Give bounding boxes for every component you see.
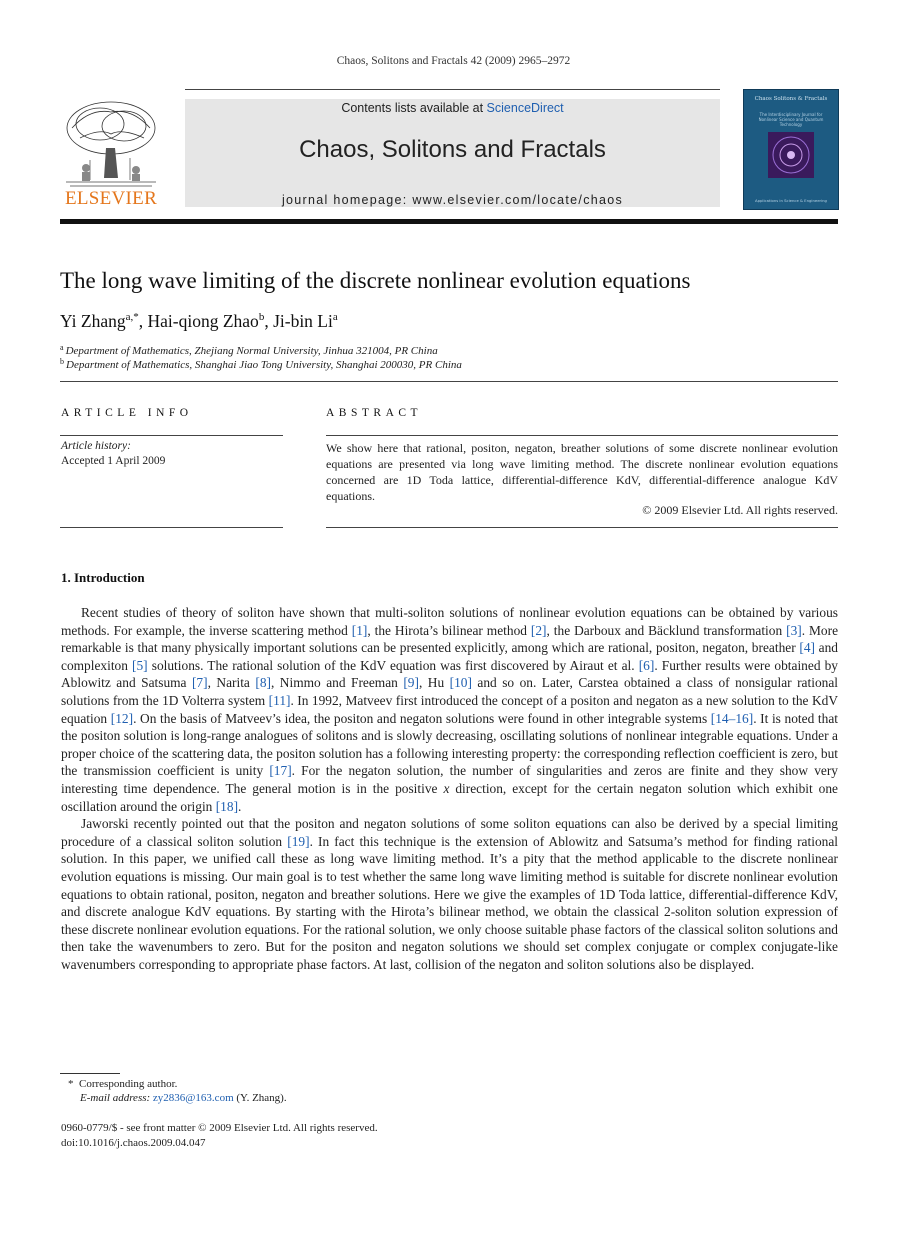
text-run: , the Darboux and Bäcklund transformation: [546, 622, 787, 638]
affiliation: [60, 357, 462, 371]
text-run: , Hu: [418, 675, 450, 691]
citation-link[interactable]: [19]: [287, 833, 310, 849]
cover-subtitle: The Interdisciplinary Journal for Nonlinear Science and Quantum Technology: [758, 112, 824, 127]
citation-link[interactable]: [1]: [351, 622, 368, 638]
elsevier-logo: [60, 98, 162, 210]
citation-link[interactable]: [14–16]: [710, 710, 754, 726]
citation-link[interactable]: [6]: [638, 657, 655, 673]
doi-line[interactable]: doi:10.1016/j.chaos.2009.04.047: [61, 1137, 206, 1149]
cover-fractal-icon: [768, 132, 814, 178]
text-run: direction, except for the certain negaton solution which exhibit one oscillation around the origin: [61, 780, 838, 814]
author-marks[interactable]: b: [258, 311, 265, 323]
citation-link[interactable]: [2]: [530, 622, 547, 638]
accepted-date: Accepted 1 April 2009: [61, 455, 166, 467]
contents-line: [185, 101, 720, 115]
author-name: Ji-bin Li: [273, 311, 333, 331]
author-name: Yi Zhang: [60, 311, 126, 331]
article-info-heading: ARTICLE INFO: [61, 407, 193, 419]
section-heading-introduction: 1. Introduction: [61, 570, 145, 585]
paragraph: [61, 815, 838, 973]
abstract-heading: ABSTRACT: [326, 407, 423, 419]
citation-link[interactable]: [11]: [268, 692, 291, 708]
author-marks[interactable]: a: [332, 311, 338, 323]
citation-link[interactable]: [17]: [269, 763, 292, 779]
abstract-text: We show here that rational, positon, negaton, breather solutions of some discrete nonlinear evolution equations are presented via long wave limiting method. The discrete nonlinear evolution equations concerned are 1D Toda lattice, differential-difference KdV, differential-difference analogue KdV equations.: [326, 441, 838, 503]
divider: [60, 381, 838, 382]
email-owner: (Y. Zhang).: [236, 1092, 287, 1104]
affiliation-mark: b: [60, 357, 64, 366]
introduction-body: [61, 604, 838, 973]
citation-link[interactable]: [7]: [191, 675, 208, 691]
journal-name: Chaos, Solitons and Fractals: [299, 136, 606, 163]
divider: [326, 435, 838, 436]
elsevier-wordmark: ELSEVIER: [64, 188, 158, 209]
citation-link[interactable]: [12]: [110, 710, 134, 726]
footnote-email: [80, 1092, 287, 1104]
author-separator: ,: [138, 311, 148, 331]
citation-link[interactable]: [9]: [403, 675, 419, 691]
affiliation-text: Department of Mathematics, Shanghai Jiao Tong University, Shanghai 200030, PR China: [66, 359, 462, 371]
cover-footer: Applications in Science & Engineering: [755, 198, 827, 203]
footnote-text: Corresponding author.: [79, 1078, 178, 1090]
divider: [60, 527, 283, 528]
tree-icon: [60, 98, 162, 190]
text-run: . For the negaton solution, the number of singularities and zeros are finite and they show very interesting time dependence. The general motion is in the positive: [61, 763, 838, 796]
divider: [326, 527, 838, 528]
issn-line: 0960-0779/$ - see front matter © 2009 Elsevier Ltd. All rights reserved.: [61, 1122, 378, 1134]
cover-title: Chaos Solitons & Fractals: [754, 96, 828, 102]
email-link[interactable]: zy2836@163.com: [152, 1092, 234, 1104]
text-run: solutions. The rational solution of the KdV equation was first discovered by Airaut et al.: [147, 657, 639, 673]
footnote-rule: [60, 1073, 120, 1074]
citation-link[interactable]: [10]: [449, 675, 472, 691]
text-run: and so on. Later, Carstea obtained a class of nonsigular rational solutions from the 1D Volterra system: [61, 675, 838, 708]
footnote-mark: *: [68, 1078, 74, 1090]
author-marks[interactable]: a,*: [125, 311, 139, 323]
citation-link[interactable]: [18]: [215, 798, 239, 814]
text-run: Jaworski recently pointed out that the positon and negaton solutions of some soliton equations can also be derived by a special limiting procedure of a classical soliton solution: [61, 816, 838, 849]
sciencedirect-link[interactable]: ScienceDirect: [486, 101, 564, 115]
citation-link[interactable]: [8]: [255, 675, 271, 691]
banner-top-rule: [185, 89, 720, 90]
article-title: The long wave limiting of the discrete nonlinear evolution equations: [60, 268, 691, 293]
math-variable: x: [443, 780, 450, 796]
citation-link[interactable]: [3]: [786, 622, 802, 638]
text-run: . On the basis of Matveev’s idea, the positon and negaton solutions were found in other integrable systems: [133, 710, 711, 726]
author-name: Hai-qiong Zhao: [147, 311, 259, 331]
email-label: E-mail address:: [80, 1092, 151, 1104]
article-history-label: Article history:: [61, 440, 131, 452]
header-thick-rule: [60, 219, 838, 224]
contents-prefix: Contents lists available at: [341, 101, 487, 115]
paragraph: [61, 604, 838, 815]
journal-homepage[interactable]: journal homepage: www.elsevier.com/locate/chaos: [281, 193, 624, 207]
affiliation-mark: a: [60, 343, 64, 352]
text-run: , the Hirota’s bilinear method: [367, 622, 531, 638]
text-run: Recent studies of theory of soliton have shown that multi-soliton solutions of nonlinear evolution equations can be obtained by various methods. For example, the inverse scattering method: [61, 605, 838, 638]
text-run: . It is noted that the positon solution is long-range analogues of solitons and is slowly decreasing, oscillating solutions of nonlinear integrable equations. Under a proper choice of the scattering data, the positon solution has a following interesting property: the corresponding reflection coefficient is zero, but the transmission coefficient is unity: [61, 710, 838, 779]
author-list: [60, 311, 338, 332]
divider: [60, 435, 283, 436]
text-run: , Narita: [207, 675, 256, 691]
text-run: . More remarkable is that many physically important solutions can be presented explicitly, among which are rational, positon, negaton, breather: [61, 622, 839, 656]
text-run: . Further results were obtained by Ablowitz and Satsuma: [61, 657, 838, 691]
text-run: , Nimmo and Freeman: [270, 675, 404, 691]
citation-link[interactable]: [5]: [132, 657, 148, 673]
abstract-copyright: © 2009 Elsevier Ltd. All rights reserved.: [642, 503, 838, 517]
affiliation: [60, 343, 438, 357]
citation-link[interactable]: [4]: [799, 640, 815, 656]
footnote-corresponding: [68, 1078, 177, 1090]
text-run: and complexiton: [61, 640, 838, 673]
text-run: . In 1992, Matveev first introduced the concept of a positon and negaton as a new solution to the KdV equation: [61, 692, 838, 726]
journal-banner: [185, 99, 720, 207]
author-separator: ,: [264, 311, 274, 331]
journal-cover[interactable]: [743, 89, 839, 210]
running-header: Chaos, Solitons and Fractals 42 (2009) 2965–2972: [336, 55, 571, 67]
text-run: .: [238, 798, 242, 814]
affiliation-text: Department of Mathematics, Zhejiang Normal University, Jinhua 321004, PR China: [65, 345, 438, 357]
text-run: . In fact this technique is the extension of Ablowitz and Satsuma’s method for finding rational solution. In this paper, we unified call these as long wave limiting method. It’s a pity that the method applicable to the discrete nonlinear evolution equations is missing. Our main goal is to test whether the same long wave limiting method is suitable for discrete nonlinear evolution equations to obtain rational, positon, negaton and breather solutions. Here we give the examples of 1D Toda lattice, differential-difference KdV, and discrete analogue KdV equations. By starting with the Hirota’s bilinear method, we obtain the classical 2-soliton solution expression of these discrete nonlinear evolution equations. For the rational solution, we only choose suitable phase factors of the classical soliton solutions and then take the wavenumbers to zero. But for the positon and negaton solutions we should set complex conjugate or complex conjugate-like wavenumbers corresponding to appropriate phase factors. At last, collision of the negaton and soliton solutions also be displayed.: [61, 833, 839, 972]
